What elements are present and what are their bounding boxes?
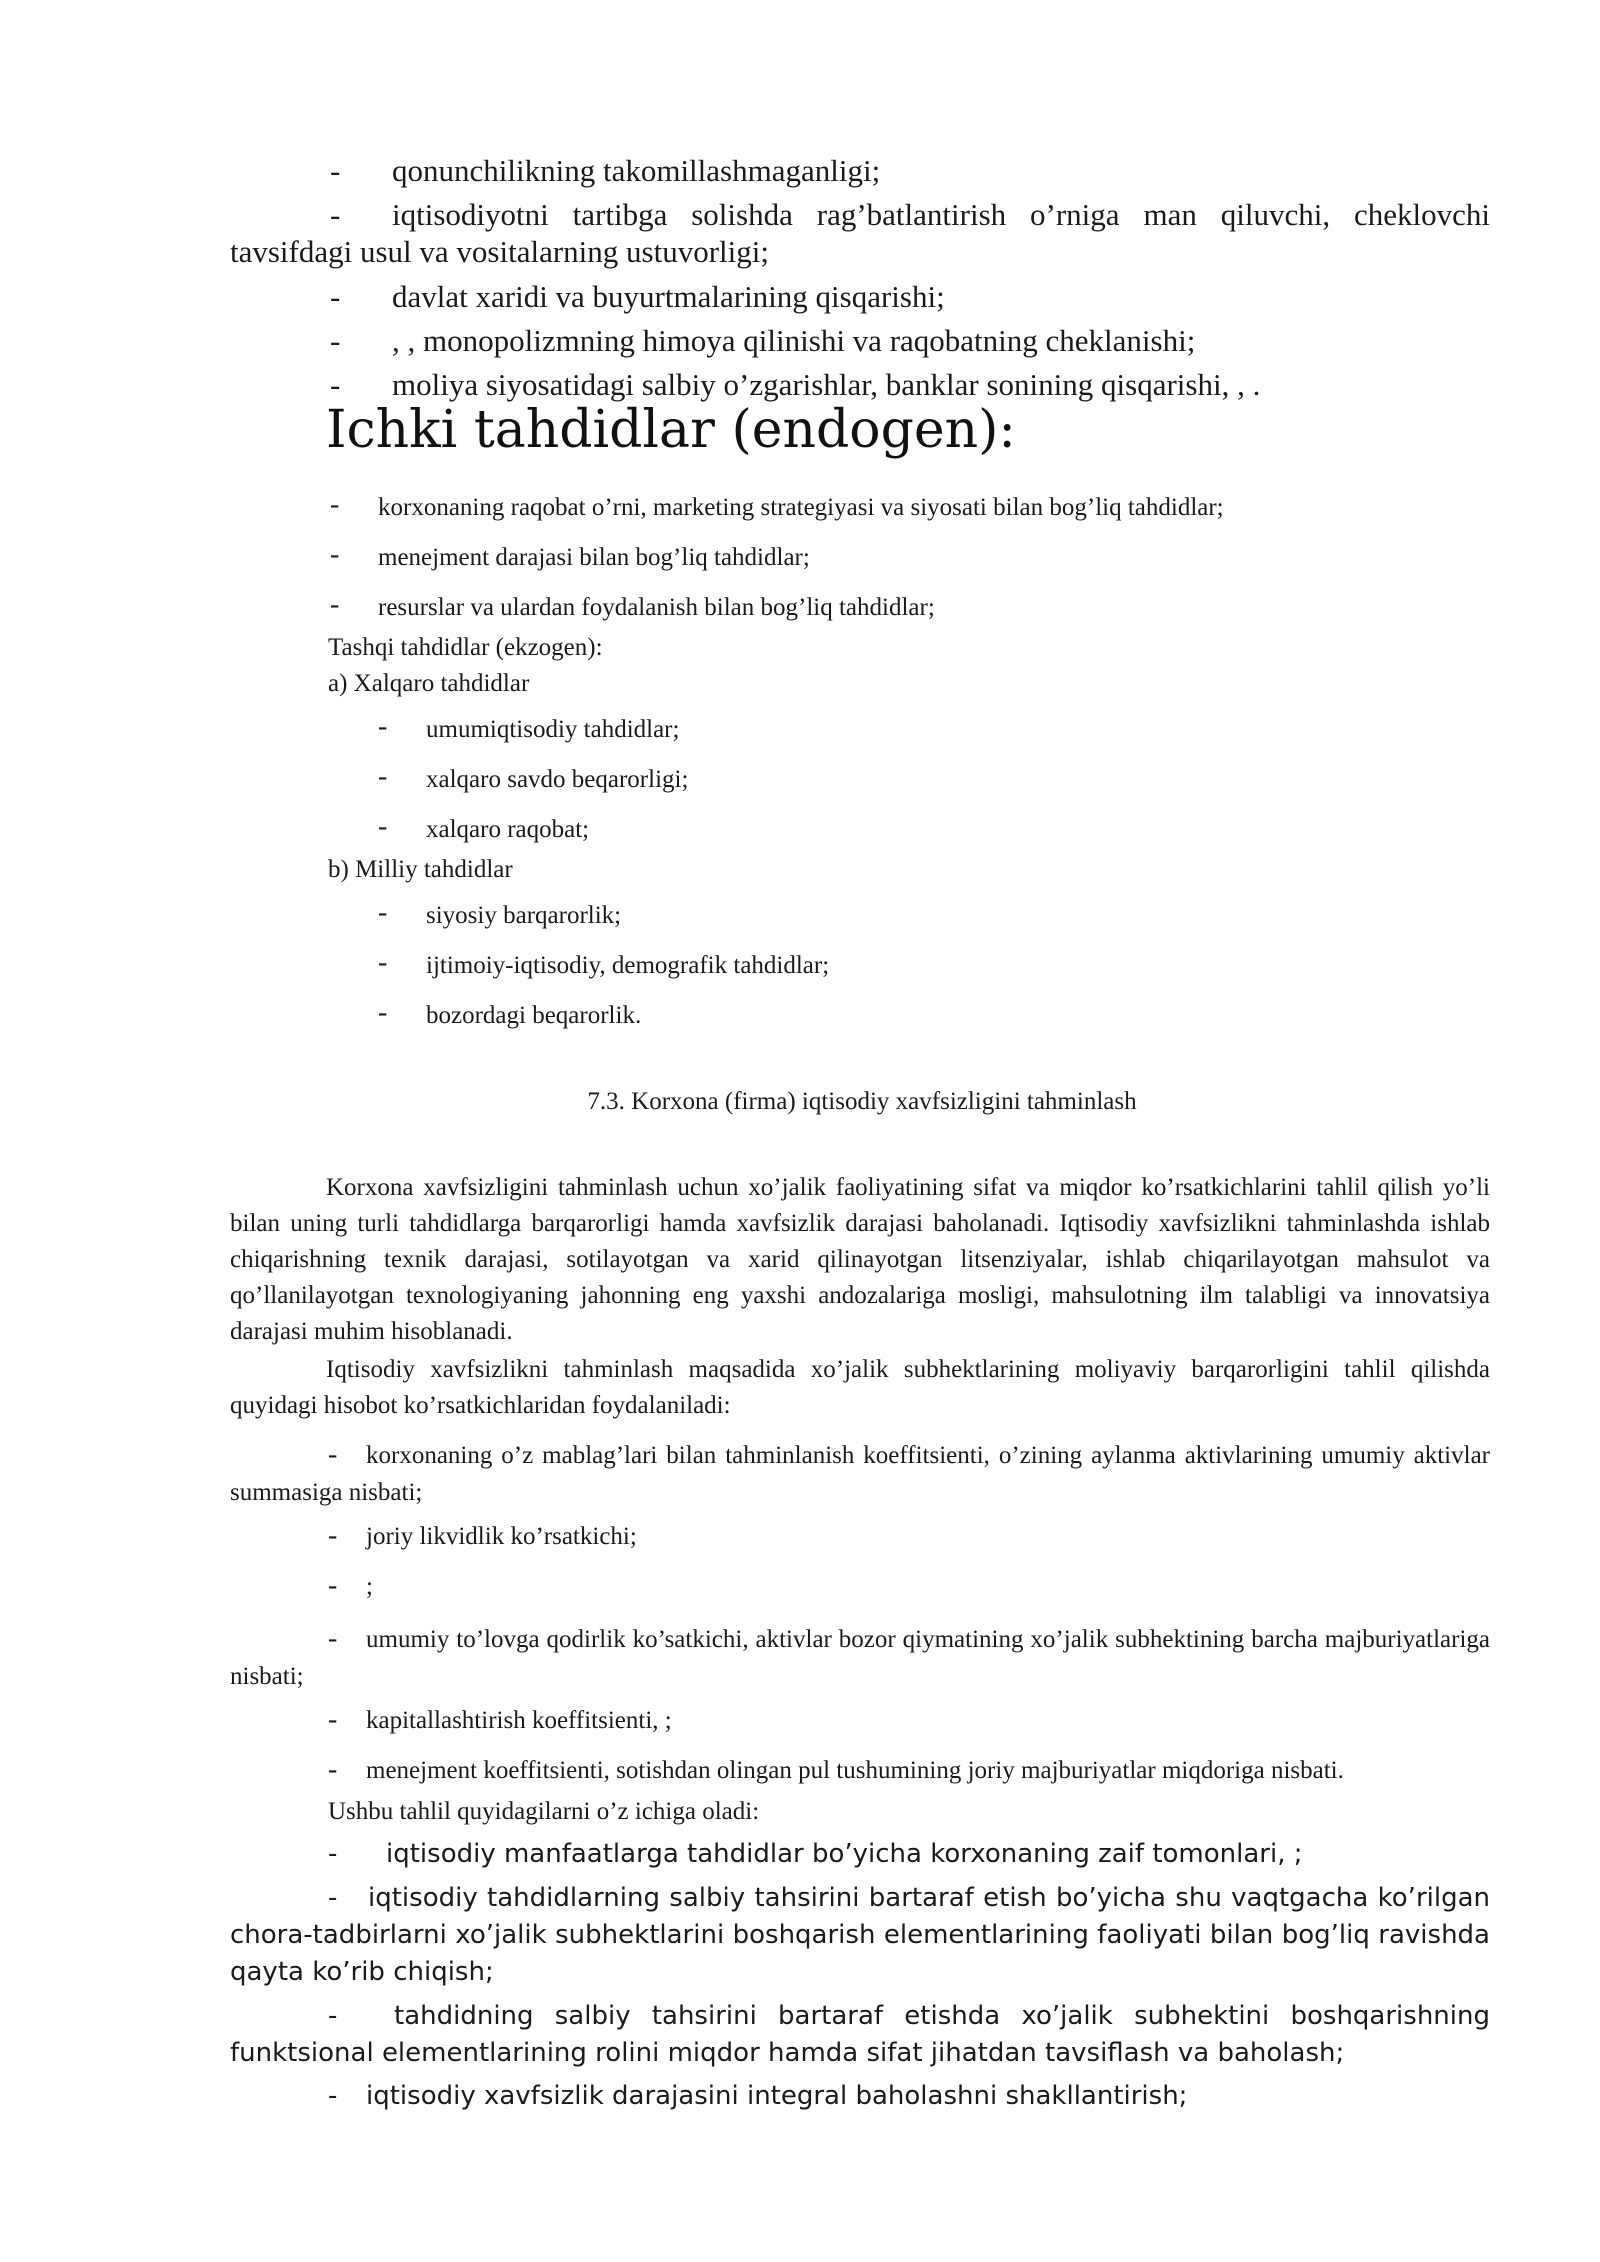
list-item-text: xalqaro raqobat; [426,816,590,843]
list-item-text: korxonaning raqobat o’rni, marketing strategiyasi va siyosati bilan bog’liq tahdidlar; [378,494,1224,521]
dash-marker: - [328,1754,338,1785]
list-item [230,1518,1490,1555]
list-item-text: ; [366,1573,373,1600]
list-item [230,196,1490,270]
paragraph: Korxona xavfsizligini tahminlash uchun xo’jalik faoliyatining sifat va miqdor ko’rsatkichlarini tahlil qilish yo’li bilan uning turli tahdidlarga barqarorligi hamda xavfsizlik darajasi baholanadi. Iqtisodiy xavfsizlikni tahminlashda ishlab chiqarishning texnik darajasi, sotilayotgan va xarid qilinayotgan litsenziyalar, ishlab chiqarilayotgan mahsulot va qo’llanilayotgan texnologiyaning jahonning eng yaxshi andozalariga mosligi, mahsulotning ilm talabligi va innovatsiya darajasi muhim hisoblanadi. [230,1174,1490,1345]
list-item [230,1702,1490,1739]
dash-marker: - [328,1883,338,1913]
dash-marker: - [328,1570,338,1601]
dash-marker: - [330,279,341,314]
dash-marker: - [378,711,388,742]
dash-marker: - [330,197,341,232]
list-item-text: kapitallashtirish koeffitsienti, ; [366,1707,672,1734]
dash-marker: - [330,539,340,570]
list-item-text: tahdidning salbiy tahsirini bartaraf etishda xo’jalik subhektini boshqarishning funktsional elementlarining rolini miqdor hamda sifat jihatdan tavsiflash va baholash; [230,2001,1490,2068]
dash-marker: - [328,2001,338,2031]
national-threats-heading: b) Milliy tahdidlar [328,856,513,883]
list-item-text: moliya siyosatidagi salbiy o’zgarishlar, banklar sonining qisqarishi, , . [392,367,1261,402]
dash-marker: - [330,323,341,358]
dash-marker: - [330,589,340,620]
paragraph: Iqtisodiy xavfsizlikni tahminlash maqsadida xo’jalik subhektlarining moliyaviy barqarorligini tahlil qilishda quyidagi hisobot ko’rsatkichlaridan foydalaniladi: [230,1356,1490,1419]
list-item-text: bozordagi beqarorlik. [426,1002,642,1029]
list-item [230,1880,1490,1991]
dash-marker: - [378,897,388,928]
list-item [230,2078,1490,2115]
list-item-text: menejment koeffitsienti, sotishdan olingan pul tushumining joriy majburiyatlar miqdoriga nisbati. [366,1757,1344,1784]
dash-marker: - [330,489,340,520]
dash-marker: - [330,367,341,402]
section-title: 7.3. Korxona (firma) iqtisodiy xavfsizligini tahminlash [587,1088,1137,1115]
list-item-text: xalqaro savdo beqarorligi; [426,766,689,793]
heading-internal-threats: Ichki tahdidlar (endogen): [326,400,1016,460]
external-threats-heading: Tashqi tahdidlar (ekzogen): [328,634,603,661]
list-item [230,1620,1490,1695]
list-item-text: korxonaning o’z mablag’lari bilan tahminlanish koeffitsienti, o’zining aylanma aktivlarining umumiy aktivlar summasiga nisbati; [230,1442,1490,1506]
dash-marker: - [378,997,388,1028]
dash-marker: - [330,153,341,188]
list-item [230,1568,1490,1605]
list-item-text: iqtisodiyotni tartibga solishda rag’batlantirish o’rniga man qiluvchi, cheklovchi tavsifdagi usul va vositalarning ustuvorligi; [230,197,1490,269]
dash-marker: - [328,2081,338,2111]
analysis-intro: Ushbu tahlil quyidagilarni o’z ichiga oladi: [328,1798,760,1825]
dash-marker: - [328,1439,338,1470]
list-item-text: iqtisodiy xavfsizlik darajasini integral baholashni shakllantirish; [366,2081,1188,2111]
list-item-text: siyosiy barqarorlik; [426,902,622,929]
dash-marker: - [328,1623,338,1654]
list-item [230,1836,1490,1873]
dash-marker: - [328,1520,338,1551]
dash-marker: - [378,947,388,978]
list-item-text: joriy likvidlik ko’rsatkichi; [366,1523,637,1550]
list-item-text: qonunchilikning takomillashmaganligi; [392,153,881,188]
list-item-text: davlat xaridi va buyurtmalarining qisqarishi; [392,279,945,314]
international-threats-heading: a) Xalqaro tahdidlar [328,670,530,697]
list-item-text: resurslar va ulardan foydalanish bilan bog’liq tahdidlar; [378,594,935,621]
list-item-text: ijtimoiy-iqtisodiy, demografik tahdidlar; [426,952,830,979]
dash-marker: - [328,1704,338,1735]
list-item [230,1752,1490,1789]
dash-marker: - [378,811,388,842]
list-item [230,1998,1490,2072]
list-item [230,1436,1490,1511]
list-item-text: umumiy to’lovga qodirlik ko’satkichi, aktivlar bozor qiymatining xo’jalik subhektining barcha majburiyatlariga nisbati; [230,1626,1490,1690]
dash-marker: - [378,761,388,792]
list-item-text: menejment darajasi bilan bog’liq tahdidlar; [378,544,810,571]
list-item-text: iqtisodiy tahdidlarning salbiy tahsirini bartaraf etish bo’yicha shu vaqtgacha ko’rilgan chora-tadbirlarni xo’jalik subhektlarini boshqarish elementlarining faoliyati bilan bog’liq ravishda qayta ko’rib chiqish; [230,1883,1490,1987]
list-item-text: , , monopolizmning himoya qilinishi va raqobatning cheklanishi; [392,323,1196,358]
dash-marker: - [328,1839,338,1869]
list-item-text: iqtisodiy manfaatlarga tahdidlar bo’yicha korxonaning zaif tomonlari, ; [386,1839,1303,1869]
list-item-text: umumiqtisodiy tahdidlar; [426,716,680,743]
